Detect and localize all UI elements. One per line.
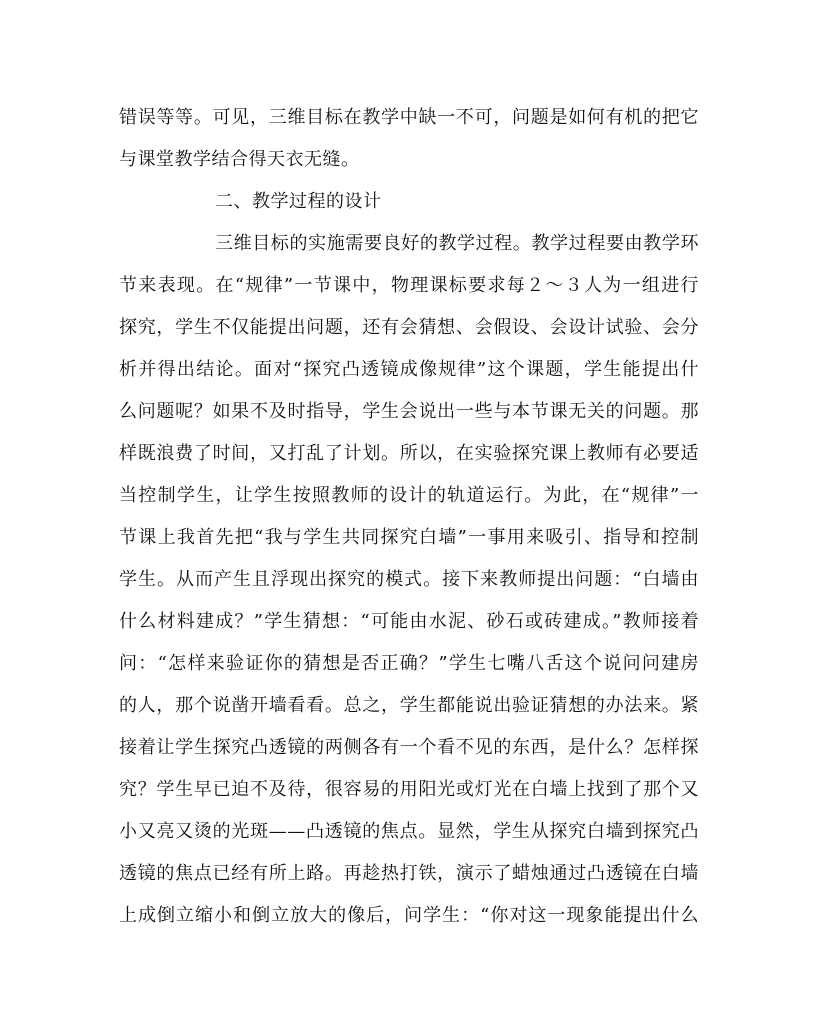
paragraph-line: 探究，学生不仅能提出问题，还有会猜想、会假设、会设计试验、会分 (119, 317, 699, 338)
paragraph-line: 学生。从而产生且浮现出探究的模式。接下来教师提出问题：“白墙由 (119, 569, 699, 590)
section-heading: 二、教学过程的设计 (215, 191, 382, 212)
paragraph-line: 上成倒立缩小和倒立放大的像后，问学生：“你对这一现象能提出什么 (119, 905, 699, 926)
paragraph-line: 三维目标的实施需要良好的教学过程。教学过程要由教学环 (215, 233, 699, 254)
paragraph-line: 问：“怎样来验证你的猜想是否正确？”学生七嘴八舌这个说问问建房 (119, 653, 699, 674)
paragraph-line: 节来表现。在“规律”一节课中，物理课标要求每２～３人为一组进行 (119, 275, 699, 296)
paragraph-line: 的人，那个说凿开墙看看。总之，学生都能说出验证猜想的办法来。紧 (119, 695, 699, 716)
paragraph-line: 错误等等。可见，三维目标在教学中缺一不可，问题是如何有机的把它 (119, 107, 699, 128)
paragraph-line: 究？学生早已迫不及待，很容易的用阳光或灯光在白墙上找到了那个又 (119, 779, 699, 800)
paragraph-line: 么问题呢？如果不及时指导，学生会说出一些与本节课无关的问题。那 (119, 401, 699, 422)
paragraph-line: 样既浪费了时间，又打乱了计划。所以，在实验探究课上教师有必要适 (119, 443, 699, 464)
paragraph-line: 接着让学生探究凸透镜的两侧各有一个看不见的东西，是什么？怎样探 (119, 737, 699, 758)
paragraph-line: 什么材料建成？”学生猜想：“可能由水泥、砂石或砖建成。”教师接着 (119, 611, 699, 632)
paragraph-line: 透镜的焦点已经有所上路。再趁热打铁，演示了蜡烛通过凸透镜在白墙 (119, 863, 699, 884)
paragraph-line: 小又亮又烫的光斑——凸透镜的焦点。显然，学生从探究白墙到探究凸 (119, 821, 699, 842)
paragraph-line: 与课堂教学结合得天衣无缝。 (119, 149, 360, 170)
paragraph-line: 节课上我首先把“我与学生共同探究白墙”一事用来吸引、指导和控制 (119, 527, 699, 548)
paragraph-line: 析并得出结论。面对“探究凸透镜成像规律”这个课题，学生能提出什 (119, 359, 699, 380)
paragraph-line: 当控制学生，让学生按照教师的设计的轨道运行。为此，在“规律”一 (119, 485, 699, 506)
